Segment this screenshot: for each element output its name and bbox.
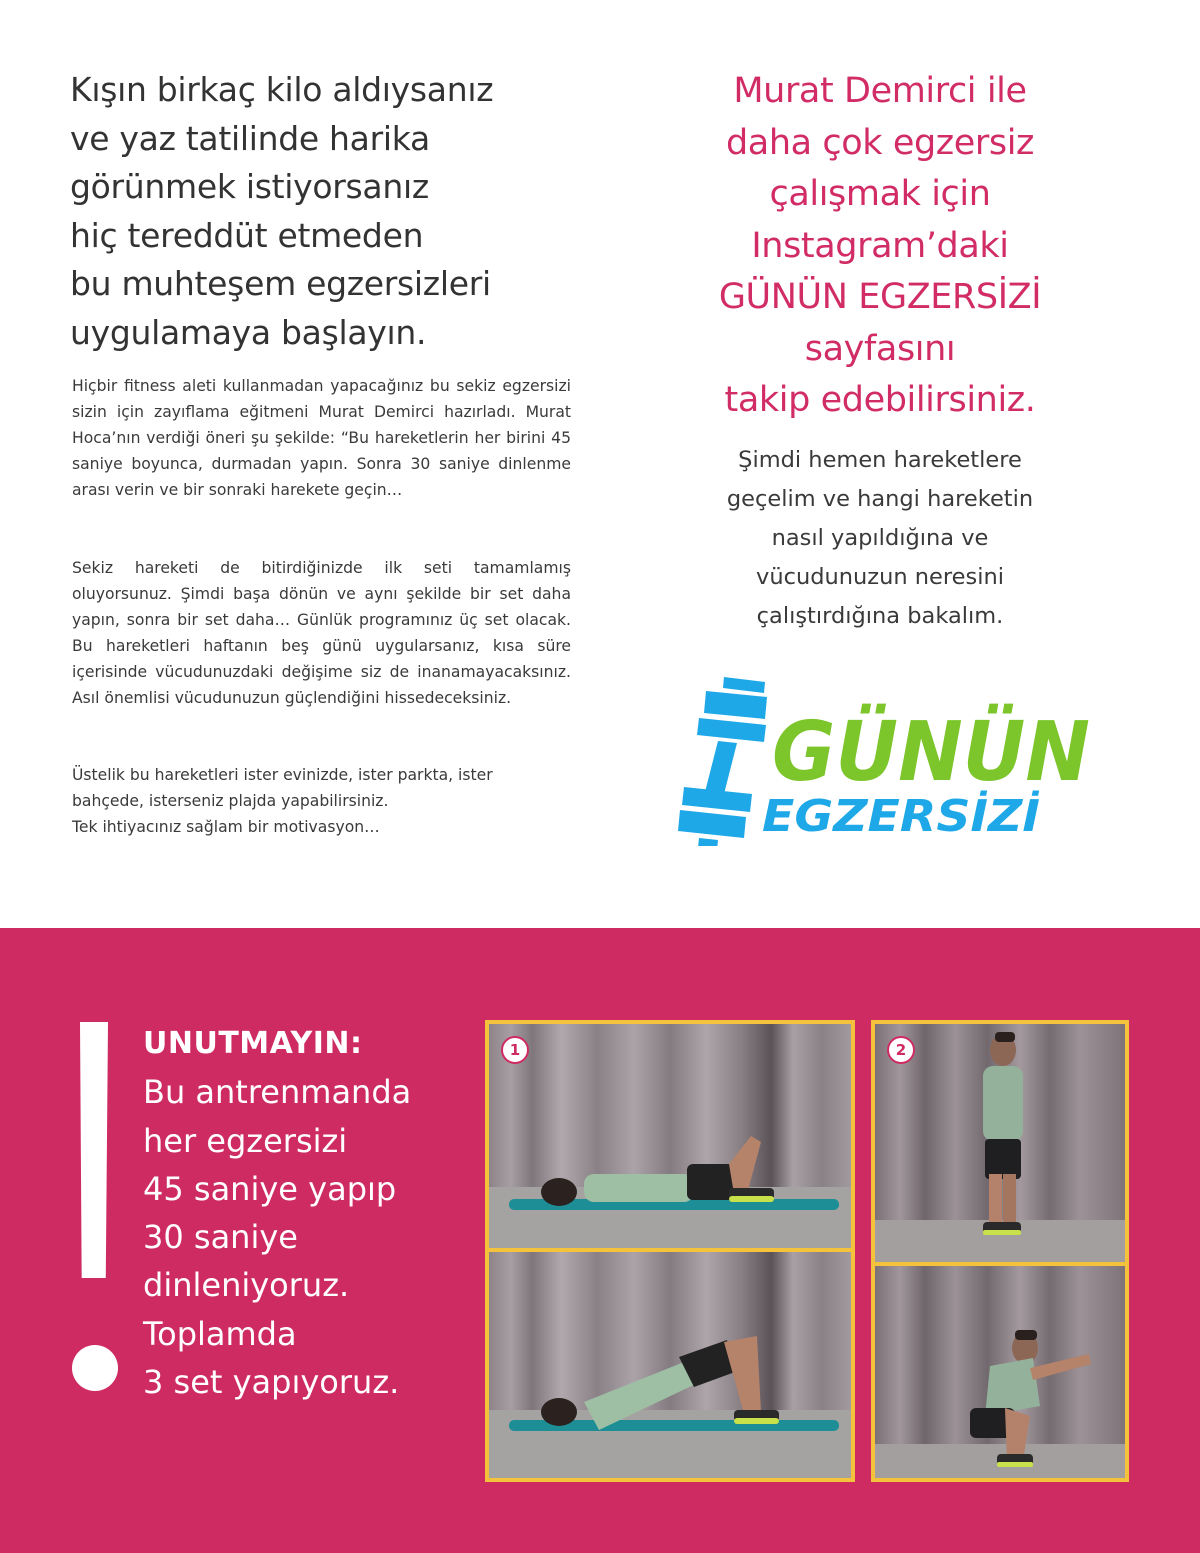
- promo-line: Instagram’daki: [751, 225, 1009, 266]
- reminder-box: [143, 1020, 463, 1406]
- exercise-2-photo-start: [875, 1024, 1125, 1262]
- headline-line: ve yaz tatilinde harika: [70, 118, 430, 158]
- promo-line: takip edebilirsiniz.: [724, 380, 1036, 420]
- body-paragraph-2: Sekiz hareketi de bitirdiğinizde ilk seti tamamlamış oluyorsunuz. Şimdi başa dönün ve aynı şekilde bir set daha yapın, sonra bir set daha… Günlük programınız üç set olacak. Bu hareketleri haftanın beş günü uygularsanız, kısa süre içerisinde vücudunuzdaki değişime siz de inanamayacaksınız. Asıl önemlisi vücudunuzun güçlendiğini hissedeceksiniz.: [72, 559, 571, 707]
- reminder-line: dinleniyoruz.: [143, 1266, 350, 1305]
- dumbbell-icon: [678, 677, 767, 846]
- headline-line: bu muhteşem egzersizleri: [70, 264, 491, 303]
- exercise-2-photo-end: [875, 1266, 1125, 1478]
- promo-line: daha çok egzersiz: [725, 122, 1035, 163]
- body-paragraph-3: [72, 762, 571, 840]
- cta-line: geçelim ve hangi hareketin: [726, 486, 1034, 512]
- body-paragraph-3-line: bahçede, isterseniz plajda yapabilirsiniz.: [72, 792, 389, 810]
- logo-top-word: GÜNÜN: [772, 705, 1094, 800]
- headline-line: hiç tereddüt etmeden: [70, 215, 424, 255]
- reminder-line: 30 saniye: [143, 1218, 298, 1257]
- body-paragraph-3-line: Üstelik bu hareketleri ister evinizde, ister parkta, ister: [72, 766, 493, 784]
- headline-line: uygulamaya başlayın.: [70, 312, 427, 352]
- headline: [70, 66, 590, 357]
- cta-line: Şimdi hemen hareketlere: [738, 447, 1022, 473]
- promo-line: GÜNÜN EGZERSİZİ: [718, 277, 1042, 317]
- promo-line: Murat Demirci ile: [733, 71, 1027, 111]
- cta-line: çalıştırdığına bakalım.: [756, 603, 1004, 629]
- reminder-line: her egzersizi: [143, 1121, 348, 1160]
- reminder-title: UNUTMAYIN:: [143, 1026, 363, 1061]
- promo-line: çalışmak için: [769, 174, 991, 214]
- exercise-number-badge: 1: [501, 1036, 529, 1064]
- promo-line: sayfasını: [804, 328, 956, 369]
- body-paragraph-3-line: Tek ihtiyacınız sağlam bir motivasyon…: [72, 818, 380, 836]
- headline-line: görünmek istiyorsanız: [70, 167, 429, 206]
- exercise-number-badge: 2: [887, 1036, 915, 1064]
- exercise-1-frame: [485, 1020, 855, 1482]
- instagram-promo: [660, 66, 1100, 427]
- gunun-egzersizi-logo: [674, 666, 1094, 846]
- call-to-action: [660, 441, 1100, 636]
- reminder-line: 45 saniye yapıp: [143, 1169, 397, 1208]
- cta-line: nasıl yapıldığına ve: [771, 525, 989, 551]
- reminder-line: Toplamda: [143, 1314, 297, 1353]
- headline-line: Kışın birkaç kilo aldıysanız: [70, 70, 494, 109]
- body-paragraph-1: Hiçbir fitness aleti kullanmadan yapacağınız bu sekiz egzersizi sizin için zayıflama eğitmeni Murat Demirci hazırladı. Murat Hoca’nın verdiği öneri şu şekilde: “Bu hareketlerin her birini 45 saniye boyunca, durmadan yapın. Sonra 30 saniye dinlenme arası verin ve bir sonraki harekete geçin…: [72, 377, 571, 499]
- reminder-line: 3 set yapıyoruz.: [143, 1363, 400, 1402]
- reminder-line: Bu antrenmanda: [143, 1073, 412, 1112]
- cta-line: vücudunuzun neresini: [756, 564, 1004, 590]
- exercise-1-photo-start: [489, 1024, 851, 1248]
- exclamation-icon: [80, 1022, 108, 1278]
- logo-bottom-word: EGZERSİZİ: [762, 791, 1021, 842]
- exercise-1-photo-end: [489, 1252, 851, 1478]
- exercise-2-frame: [871, 1020, 1129, 1482]
- exclamation-dot-icon: [72, 1345, 118, 1391]
